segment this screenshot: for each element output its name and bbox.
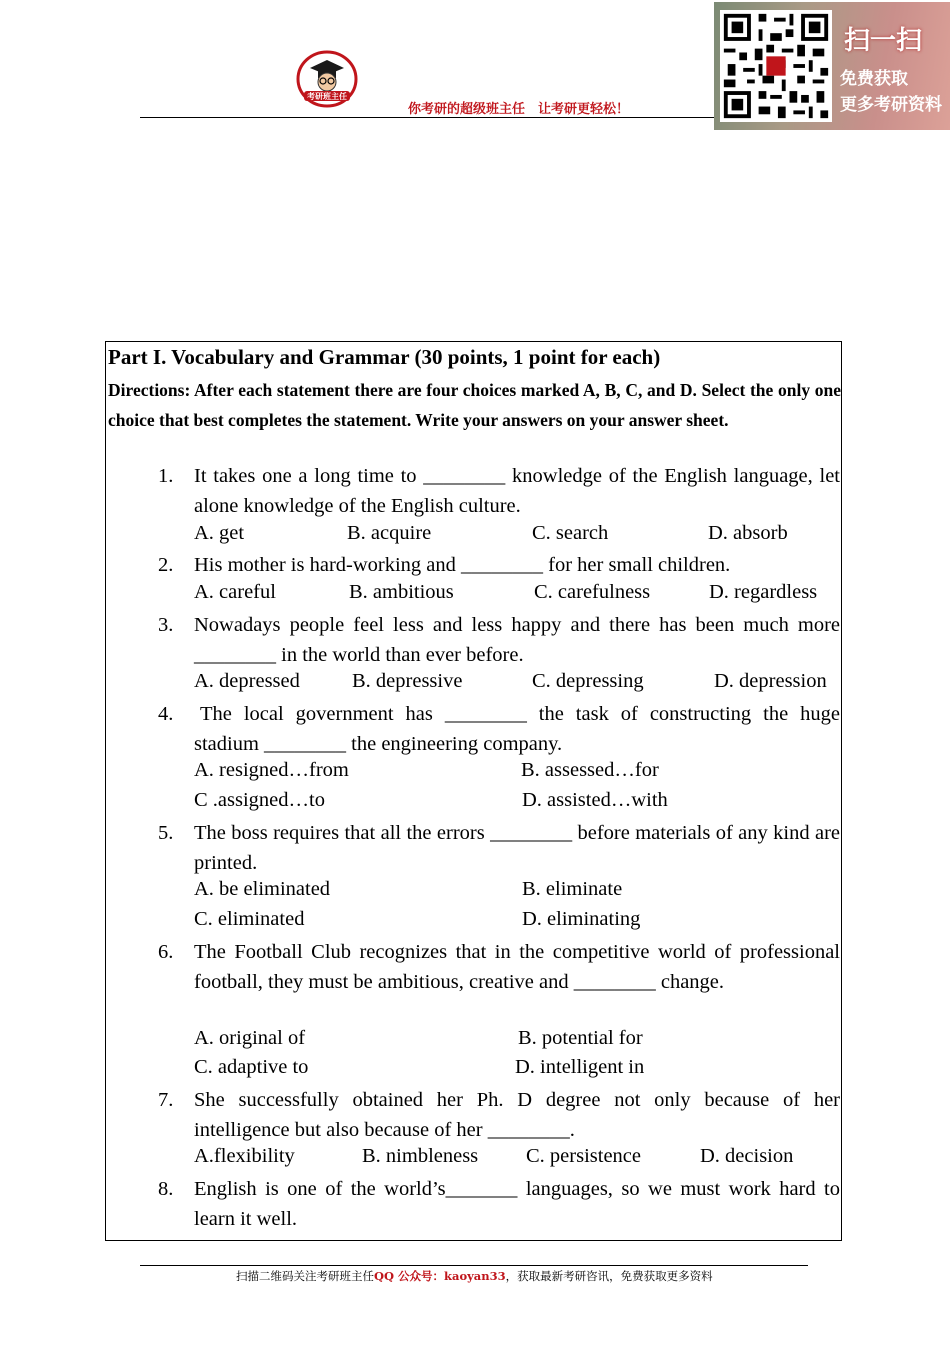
question-5	[158, 819, 840, 878]
option-c: C. carefulness	[534, 581, 651, 603]
banner-line-1: 免费获取	[840, 69, 908, 89]
question-number: 1.	[158, 465, 174, 487]
option-a: A. depressed	[194, 670, 300, 692]
footer-prefix: 扫描二维码关注考研班主任	[236, 1269, 374, 1283]
directions: Directions: After each statement there are four choices marked A, B, C, and D. Select the only one choice that best completes the statement. Write your answers on your answer sheet.	[108, 380, 841, 430]
question-text: Nowadays people feel less and less happy and there has been much more ________ in the world than ever before.	[194, 614, 840, 666]
question-number: 7.	[158, 1089, 174, 1111]
question-number: 4.	[158, 703, 174, 725]
kaoyan-logo	[296, 50, 358, 108]
footer-text	[236, 1268, 713, 1284]
question-text: She successfully obtained her Ph. D degree not only because of her intelligence but also because of her ________.	[194, 1089, 840, 1141]
question-8	[158, 1175, 840, 1234]
question-number: 8.	[158, 1178, 174, 1200]
option-b: B. eliminate	[522, 878, 623, 900]
option-d: D. regardless	[709, 581, 818, 603]
question-number: 2.	[158, 554, 174, 576]
option-a: A.flexibility	[194, 1145, 295, 1167]
qr-code-icon[interactable]	[720, 10, 832, 122]
option-a: A. original of	[194, 1027, 306, 1049]
option-c: C. eliminated	[194, 908, 305, 930]
logo-text: 考研班主任	[307, 92, 347, 101]
question-3	[158, 611, 840, 670]
question-number: 6.	[158, 941, 174, 963]
footer-divider	[140, 1265, 808, 1266]
option-b: B. acquire	[347, 522, 432, 544]
question-text: English is one of the world’s_______ languages, so we must work hard to learn it well.	[194, 1178, 840, 1230]
banner-scan-text: 扫一扫	[844, 26, 923, 56]
question-text: His mother is hard-working and ________ for her small children.	[194, 554, 731, 576]
question-number: 3.	[158, 614, 174, 636]
option-a: A. resigned…from	[194, 759, 349, 781]
option-d: D. assisted…with	[522, 789, 668, 811]
option-d: D. depression	[714, 670, 827, 692]
option-c: C .assigned…to	[194, 789, 325, 811]
question-text: It takes one a long time to ________ knowledge of the English language, let alone knowledge of the English culture.	[194, 465, 840, 517]
question-7	[158, 1086, 840, 1145]
option-b: B. nimbleness	[362, 1145, 479, 1167]
question-text: The local government has ________ the task of constructing the huge stadium ________ the engineering company.	[194, 703, 840, 755]
question-text: The Football Club recognizes that in the competitive world of professional football, they must be ambitious, creative and ________ change.	[194, 941, 840, 993]
question-number: 5.	[158, 822, 174, 844]
qr-banner[interactable]	[714, 2, 950, 130]
question-text: The boss requires that all the errors ________ before materials of any kind are printed.	[194, 822, 840, 874]
question-6	[158, 938, 840, 997]
option-c: C. search	[532, 522, 609, 544]
option-b: B. assessed…for	[521, 759, 659, 781]
option-c: C. persistence	[526, 1145, 641, 1167]
header-slogan: 你考研的超级班主任 让考研更轻松！	[408, 102, 630, 117]
question-2	[158, 551, 840, 581]
option-d: D. intelligent in	[515, 1056, 645, 1078]
header-divider	[140, 117, 716, 118]
option-a: A. careful	[194, 581, 276, 603]
option-c: C. depressing	[532, 670, 644, 692]
banner-line-2: 更多考研资料	[840, 95, 942, 115]
option-b: B. depressive	[352, 670, 463, 692]
option-c: C. adaptive to	[194, 1056, 309, 1078]
footer-suffix: ，获取最新考研咨讯，免费获取更多资料	[505, 1269, 713, 1283]
question-1	[158, 462, 840, 521]
option-d: D. decision	[700, 1145, 794, 1167]
option-a: A. be eliminated	[194, 878, 331, 900]
option-d: D. eliminating	[522, 908, 641, 930]
option-b: B. potential for	[518, 1027, 643, 1049]
question-4	[158, 700, 840, 759]
option-d: D. absorb	[708, 522, 788, 544]
option-b: B. ambitious	[349, 581, 454, 603]
footer-highlight: QQ 公众号：kaoyan33	[374, 1269, 506, 1283]
part-title: Part I. Vocabulary and Grammar (30 points, 1 point for each)	[108, 345, 661, 369]
option-a: A. get	[194, 522, 245, 544]
